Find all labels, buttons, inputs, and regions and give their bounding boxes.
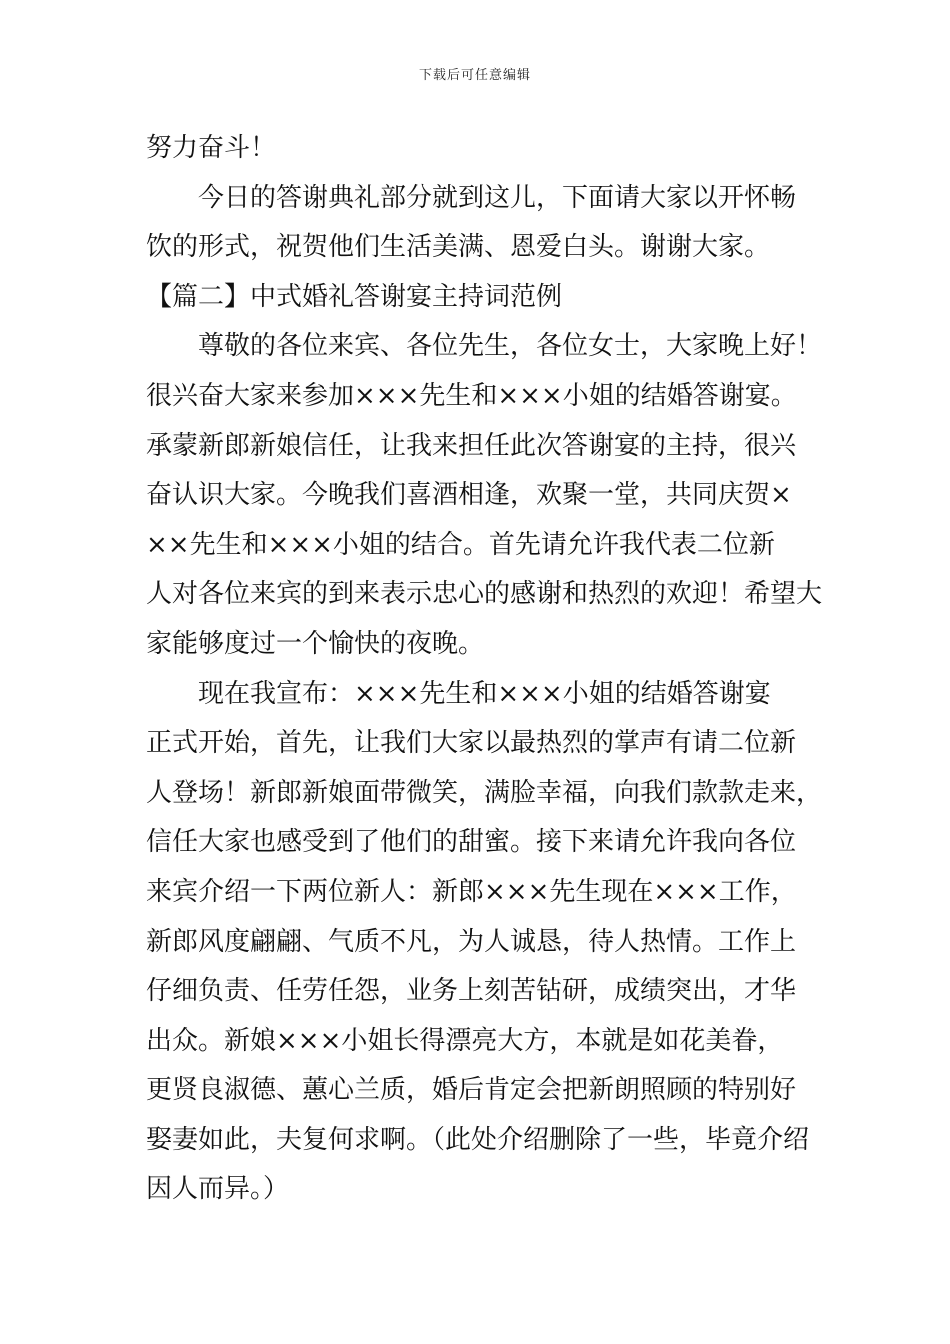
paragraph-start: 今日的答谢典礼部分就到这儿，下面请大家以开怀畅 xyxy=(198,182,797,213)
text-line: 因人而异。） xyxy=(146,1174,290,1205)
page-header: 下载后可任意编辑 xyxy=(418,68,531,83)
text-line: 承蒙新郎新娘信任，让我来担任此次答谢宴的主持，很兴 xyxy=(146,430,797,461)
text-line: 正式开始，首先，让我们大家以最热烈的掌声有请二位新 xyxy=(146,728,797,759)
text-line: 饮的形式，祝贺他们生活美满、恩爱白头。谢谢大家。 xyxy=(146,232,771,263)
text-line: 努力奋斗！ xyxy=(146,133,277,163)
text-line: ××先生和×××小姐的结合。首先请允许我代表二位新 xyxy=(146,529,775,560)
text-line: 很兴奋大家来参加×××先生和×××小姐的结婚答谢宴。 xyxy=(146,380,797,411)
text-line: 家能够度过一个愉快的夜晚。 xyxy=(146,628,485,659)
text-line: 仔细负责、任劳任怨，业务上刻苦钻研，成绩突出，才华 xyxy=(146,976,797,1007)
text-line: 更贤良淑德、蕙心兰质，婚后肯定会把新朗照顾的特别好 xyxy=(146,1075,797,1106)
text-line: 人对各位来宾的到来表示忠心的感谢和热烈的欢迎！希望大 xyxy=(146,579,823,610)
text-line: 来宾介绍一下两位新人：新郎×××先生现在×××工作， xyxy=(146,876,797,907)
section-heading: 【篇二】中式婚礼答谢宴主持词范例 xyxy=(146,281,563,312)
text-line: 新郎风度翩翩、气质不凡，为人诚恳，待人热情。工作上 xyxy=(146,926,797,957)
paragraph-start: 现在我宣布：×××先生和×××小姐的结婚答谢宴 xyxy=(198,678,771,709)
text-line: 奋认识大家。今晚我们喜酒相逢，欢聚一堂，共同庆贺× xyxy=(146,480,792,511)
document-body xyxy=(146,124,836,1215)
text-line: 娶妻如此，夫复何求啊。（此处介绍删除了一些，毕竟介绍 xyxy=(146,1124,810,1155)
text-line: 出众。新娘×××小姐长得漂亮大方，本就是如花美眷， xyxy=(146,1025,784,1056)
text-line: 人登场！新郎新娘面带微笑，满脸幸福，向我们款款走来， xyxy=(146,777,823,808)
paragraph-start: 尊敬的各位来宾、各位先生，各位女士，大家晚上好！ xyxy=(198,331,823,362)
text-line: 信任大家也感受到了他们的甜蜜。接下来请允许我向各位 xyxy=(146,827,797,858)
